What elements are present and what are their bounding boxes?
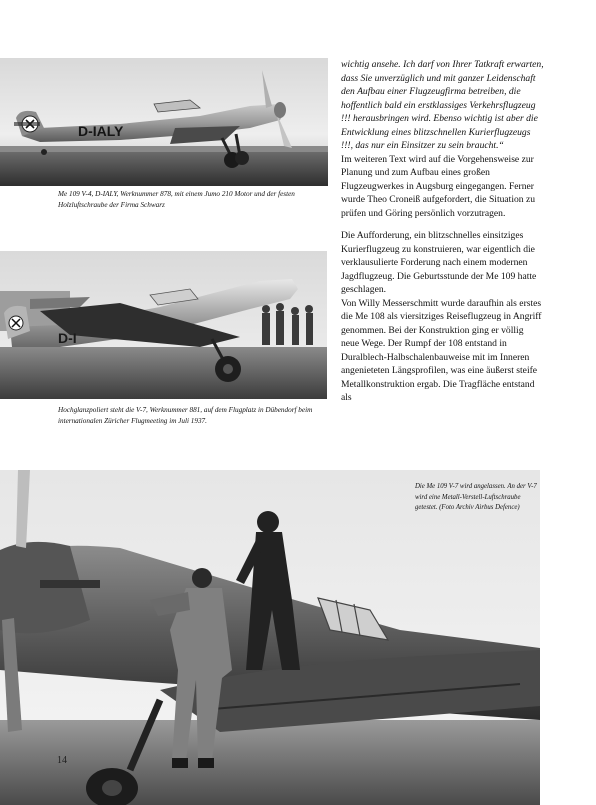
aircraft-registration-2: D-I: [58, 330, 77, 346]
paragraph-spacer: [341, 220, 544, 229]
photo-caption-1: Me 109 V-4, D-IALY, Werknummer 878, mit einem Jumo 210 Motor und der festen Holzluftschraube der Firma Schwarz: [58, 190, 295, 209]
photo-me109-v7-duebendorf: [0, 251, 327, 399]
body-paragraph-1: Im weiteren Text wird auf die Vorgehensweise zur Planung und zum Aufbau eines großen Flugzeugwerkes in Augsburg eingegangen. Ferner wurde Theo Croneiß aufgefordert, die Situation zu prüfen und Göring persönlich vorzutragen.: [341, 153, 536, 219]
photo-me109-v7-engine-start: [0, 470, 540, 805]
photo-caption-3: Die Me 109 V-7 wird angelassen. An der V-7 wird eine Metall-Verstell-Luftschraube getestet. (Foto Archiv Airbus Defence): [415, 483, 537, 511]
photo-caption-2: Hochglanzpoliert steht die V-7, Werknummer 881, auf dem Flugplatz in Dübendorf beim internationalen Züricher Flugmeeting im Juli 1937.: [58, 406, 313, 425]
body-paragraph-2: Die Aufforderung, ein blitzschnelles einsitziges Kurierflugzeug zu konstruieren, war eigentlich die verklausulierte Forderung nach einem modernen Jagdflugzeug. Die Geburtsstunde der Me 109 hatte geschlagen.: [341, 230, 537, 295]
aircraft-registration-1: D-IALY: [78, 123, 124, 139]
photo-me109-v4: [0, 58, 328, 186]
quote-paragraph: wichtig ansehe. Ich darf von Ihrer Tatkraft erwarten, dass Sie unverzüglich und mit ganzer Leidenschaft den Aufbau einer Flugzeugfirma betreiben, die hoffentlich bald ein erstklassiges Verkehrsflugzeug !!! herausbringen wird. Ebenso wichtig ist aber die Entwicklung eines blitzschnellen Kurierflugzeugs !!!, das nur ein Einsitzer zu sein braucht.“: [341, 59, 544, 151]
body-text-column: [341, 58, 544, 405]
body-paragraph-3: Von Willy Messerschmitt wurde daraufhin als erstes die Me 108 als viersitziges Reiseflugzeug in Angriff genommen. Bei der Konstruktion ging er völlig neue Wege. Der Rumpf der 108 entstand in Duralblech-Halbschalenbauweise mit im Inneren angenieteten Längsprofilen, was eine äußerst steife Metallkonstruktion ergab. Die Tragfläche entstand als: [341, 297, 542, 403]
page-number: 14: [57, 755, 67, 766]
